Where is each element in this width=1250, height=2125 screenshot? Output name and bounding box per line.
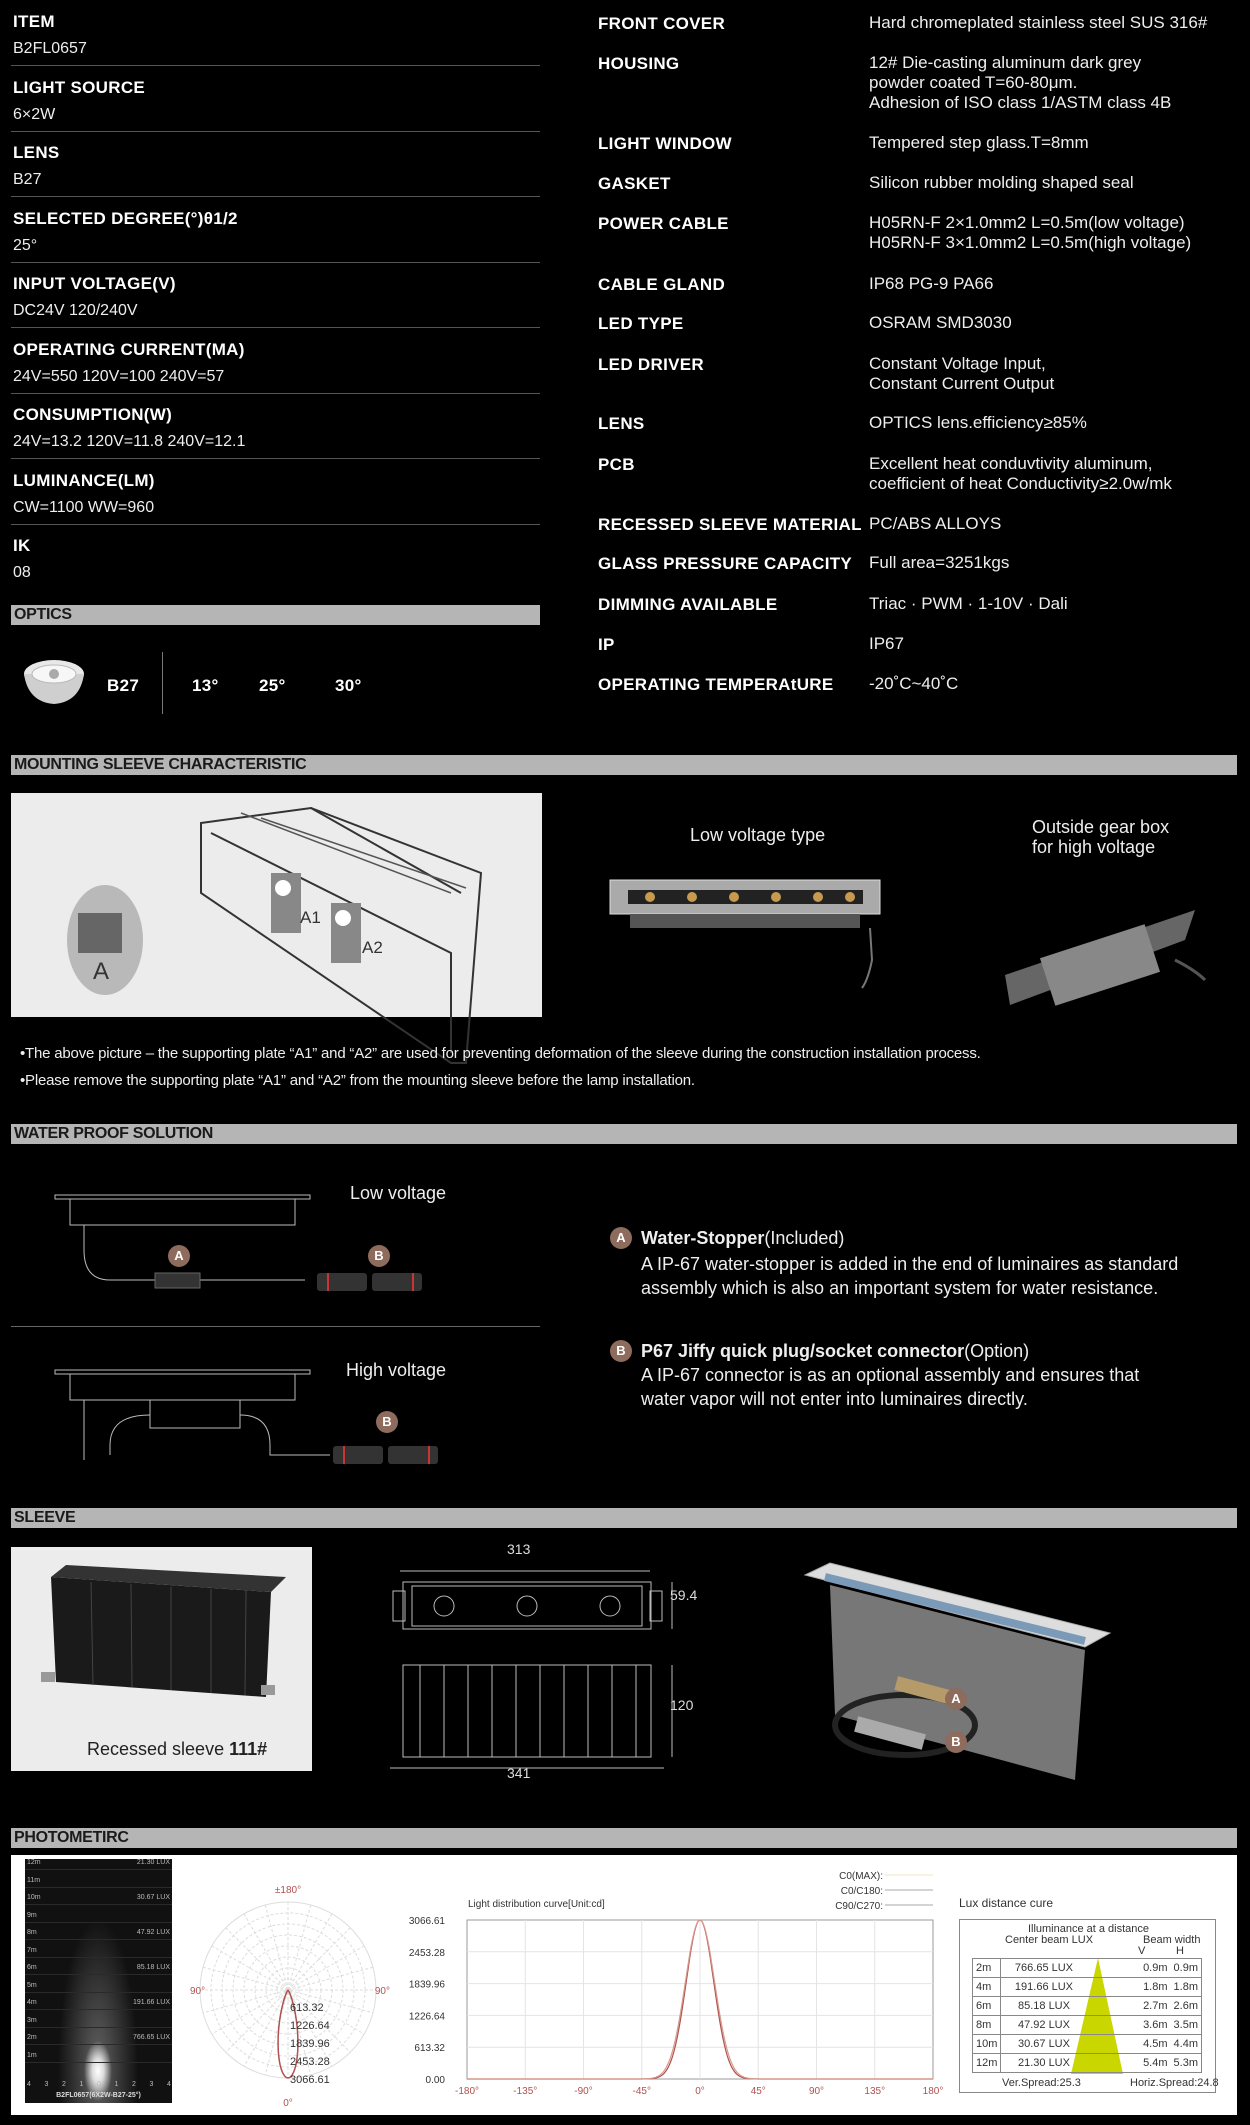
high-voltage-label: High voltage — [346, 1360, 447, 1380]
spec-value: 24V=13.2 120V=11.8 240V=12.1 — [13, 433, 246, 450]
beam-row-label: 8m — [27, 1929, 37, 1936]
spec-divider — [11, 327, 540, 328]
spec-value: H05RN-F 2×1.0mm2 L=0.5m(low voltage) H05RN-F 3×1.0mm2 L=0.5m(high voltage) — [869, 213, 1192, 252]
lux-value: 85.18 LUX — [1001, 1997, 1087, 2016]
spec-label: LUMINANCE(LM) — [13, 470, 155, 490]
spec-label: CONSUMPTION(W) — [13, 405, 173, 424]
lux-beam-h: 3.5m — [1171, 2016, 1202, 2035]
spec-value: CW=1100 WW=960 — [13, 498, 155, 516]
water-stopper-desc: A IP-67 water-stopper is added in the end of luminaires as standard — [641, 1254, 1179, 1274]
beam-row-label: 10m — [27, 1894, 41, 1901]
lux-beam-header: Beam width — [1143, 1934, 1201, 1946]
spec-value: -20˚C~40˚C — [869, 674, 959, 693]
spec-label: FRONT COVER — [598, 14, 726, 33]
water-stopper-title — [641, 1226, 844, 1250]
beam-lux-label: 21.30 LUX — [136, 1859, 170, 1866]
optics-angle: 13° — [192, 676, 219, 695]
lux-spacer — [1087, 2035, 1141, 2054]
y-tick-label: 1226.64 — [408, 2011, 445, 2023]
spec-divider — [11, 262, 540, 263]
mounting-note: •Please remove the supporting plate “A1” and “A2” from the mounting sleeve before the lamp installation. — [20, 1072, 695, 1089]
badge-a: A — [610, 1227, 632, 1249]
high-voltage-wiring-diagram — [50, 1370, 470, 1470]
x-tick-label: 90° — [808, 2086, 825, 2097]
beam-lux-label: 30.67 LUX — [136, 1894, 170, 1901]
lux-beam-h: 1.8m — [1171, 1978, 1202, 1997]
connector-title — [641, 1339, 1029, 1363]
spec-value: 24V=550 120V=100 240V=57 — [13, 367, 225, 385]
beam-gridline — [25, 2044, 172, 2045]
lux-beam-v: 2.7m — [1140, 1997, 1170, 2016]
spec-value: Excellent heat conduvtivity aluminum, coefficient of heat Conductivity≥2.0w/mk — [869, 454, 1172, 493]
lux-table-box — [959, 1919, 1219, 2093]
spec-label: LED DRIVER — [598, 355, 704, 374]
badge-a: A — [168, 1245, 190, 1267]
spec-label: LENS — [598, 414, 645, 433]
lux-spacer — [1087, 1978, 1141, 1997]
spec-value: Hard chromeplated stainless steel SUS 316# — [869, 13, 1208, 32]
y-tick-label: 2453.28 — [408, 1947, 445, 1959]
lux-v-header: V — [1138, 1945, 1146, 1957]
lux-value: 766.65 LUX — [1001, 1959, 1087, 1978]
ver-spread: Ver.Spread:25.3 — [1002, 2077, 1081, 2089]
lux-beam-h: 0.9m — [1171, 1959, 1202, 1978]
optics-angle: 30° — [335, 676, 362, 695]
spec-value: IP67 — [869, 634, 904, 653]
lux-distance: 8m — [973, 2016, 1001, 2035]
light-distribution-chart — [395, 1860, 944, 2105]
sleeve-photo — [11, 1547, 312, 1771]
beam-lux-label: 191.66 LUX — [133, 1999, 170, 2006]
lux-row — [973, 2035, 1202, 2054]
polar-label-left: 90° — [190, 1986, 206, 1997]
caption-model: 111# — [229, 1739, 268, 1759]
lux-title: Lux distance cure — [959, 1896, 1054, 1910]
beam-row-label: 3m — [27, 2016, 37, 2024]
polar-ring-value: 3066.61 — [290, 2074, 330, 2086]
polar-ring-value: 613.32 — [290, 2002, 324, 2014]
sleeve-header: SLEEVE — [11, 1508, 1237, 1528]
plate-label-a1: A1 — [300, 908, 321, 927]
lux-value: 47.92 LUX — [1001, 2016, 1087, 2035]
badge-b: B — [945, 1731, 967, 1753]
beam-row-label: 4m — [27, 1999, 37, 2006]
polar-label-bottom: 0° — [283, 2098, 293, 2109]
beam-gridline — [25, 1939, 172, 1940]
spec-value: B27 — [13, 171, 42, 188]
x-tick-label: 45° — [750, 2086, 766, 2097]
spec-label: DIMMING AVAILABLE — [598, 595, 778, 614]
plate-label-a2: A2 — [362, 938, 383, 957]
lens-image — [20, 652, 90, 712]
spec-divider — [11, 65, 540, 66]
beam-x-tick: 3 — [44, 2081, 49, 2088]
beam-gridline — [25, 1922, 172, 1923]
spec-value: OSRAM SMD3030 — [869, 313, 1012, 332]
spec-label: INPUT VOLTAGE(V) — [13, 274, 176, 293]
spec-value: B2FL0657 — [13, 40, 87, 57]
sleeve-caption — [87, 1739, 267, 1760]
item-note: (Included) — [764, 1228, 845, 1248]
item-note: (Option) — [964, 1341, 1030, 1361]
mounting-note: •The above picture – the supporting plate “A1” and “A2” are used for preventing deformation of the sleeve during the construction installation process. — [20, 1045, 981, 1062]
beam-gridline — [25, 1904, 172, 1905]
lux-spacer — [1087, 2054, 1141, 2073]
beam-row-label: 2m — [27, 2034, 37, 2041]
beam-gridline — [25, 2009, 172, 2010]
x-tick-label: -180° — [454, 2086, 480, 2097]
beam-gridline — [25, 1957, 172, 1958]
badge-b: B — [368, 1245, 390, 1267]
optics-divider — [162, 652, 163, 714]
spec-label: IK — [13, 536, 31, 555]
polar-ring-value: 1839.96 — [290, 2038, 330, 2050]
divider — [11, 1326, 540, 1327]
legend-label: C0(MAX): — [839, 1871, 883, 1882]
legend-label: C90/C270: — [835, 1901, 883, 1912]
optics-header: OPTICS — [11, 605, 540, 625]
item-title: Water-Stopper — [641, 1228, 765, 1248]
distribution-title: Light distribution curve[Unit:cd] — [468, 1899, 605, 1910]
polar-ring-value: 1226.64 — [290, 2020, 330, 2032]
sleeve-sketch — [11, 793, 542, 1017]
beam-lux-label: 85.18 LUX — [136, 1964, 170, 1971]
lux-distance: 4m — [973, 1978, 1001, 1997]
badge-b: B — [376, 1411, 398, 1433]
beam-x-tick: 3 — [149, 2081, 154, 2088]
beam-lux-label: 766.65 LUX — [133, 2034, 170, 2041]
spec-label: IP — [598, 635, 615, 654]
spec-label: LENS — [13, 143, 60, 162]
high-voltage-line: for high voltage — [1032, 837, 1156, 857]
spec-value: Tempered step glass.T=8mm — [869, 133, 1089, 152]
beam-x-tick: 1 — [114, 2081, 119, 2088]
beam-gridline — [25, 1887, 172, 1888]
lux-beam-h: 4.4m — [1171, 2035, 1202, 2054]
spec-label: LIGHT WINDOW — [598, 134, 732, 153]
spec-value: IP68 PG-9 PA66 — [869, 274, 994, 293]
lux-beam-v: 4.5m — [1140, 2035, 1170, 2054]
lux-center-header: Center beam LUX — [1005, 1934, 1094, 1946]
lux-beam-h: 2.6m — [1171, 1997, 1202, 2016]
lux-beam-h: 5.3m — [1171, 2054, 1202, 2073]
badge-b: B — [610, 1340, 632, 1362]
spec-label: PCB — [598, 455, 635, 474]
lux-value: 191.66 LUX — [1001, 1978, 1087, 1997]
spec-label: ITEM — [13, 12, 55, 31]
sleeve-dimension-drawing — [380, 1560, 670, 1770]
spec-value: PC/ABS ALLOYS — [869, 514, 1002, 533]
beam-x-tick: 4 — [27, 2081, 31, 2088]
lux-row — [973, 2016, 1202, 2035]
beam-x-tick: 1 — [79, 2081, 84, 2088]
beam-x-tick: 2 — [132, 2081, 136, 2088]
lux-beam-v: 0.9m — [1140, 1959, 1170, 1978]
gear-box-image — [995, 900, 1215, 1010]
x-tick-label: -45° — [632, 2086, 651, 2097]
beam-x-tick: 2 — [62, 2081, 66, 2088]
spec-divider — [11, 393, 540, 394]
spec-label: SELECTED DEGREE(°)θ1/2 — [13, 208, 238, 228]
polar-label-right: 90° — [374, 1986, 390, 1997]
spec-label: LIGHT SOURCE — [13, 77, 146, 97]
beam-gridline — [25, 1869, 172, 1870]
lux-distance: 10m — [973, 2035, 1001, 2054]
item-title: P67 Jiffy quick plug/socket connector — [641, 1341, 965, 1361]
x-tick-label: 0° — [695, 2086, 705, 2097]
optics-angle: 25° — [259, 676, 286, 695]
polar-label-top: ±180° — [274, 1885, 302, 1896]
spec-label: OPERATING CURRENT(MA) — [13, 339, 245, 359]
optics-lens-name: B27 — [107, 676, 140, 695]
spec-label: RECESSED SLEEVE MATERIAL — [598, 515, 862, 534]
installed-lamp-image — [795, 1555, 1115, 1795]
high-voltage-label — [1032, 817, 1169, 857]
connector-desc: A IP-67 connector is as an optional assembly and ensures that — [641, 1365, 1140, 1385]
spec-label: CABLE GLAND — [598, 275, 726, 294]
dim-length-bottom: 341 — [507, 1765, 531, 1781]
beam-gridline — [25, 1992, 172, 1993]
beam-gridline — [25, 2062, 172, 2063]
high-voltage-line: Outside gear box — [1032, 817, 1170, 837]
beam-row-label: 7m — [27, 1946, 37, 1954]
water-stopper-desc: assembly which is also an important system for water resistance. — [641, 1278, 1159, 1298]
spec-divider — [11, 458, 540, 459]
spec-value: 12# Die-casting aluminum dark grey powder coated T=60-80μm. Adhesion of ISO class 1/ASTM class 4B — [869, 53, 1172, 112]
spec-divider — [11, 524, 540, 525]
y-tick-label: 0.00 — [425, 2075, 445, 2086]
spec-value: Full area=3251kgs — [869, 553, 1010, 572]
beam-row-label: 5m — [27, 1981, 37, 1989]
legend-label: C0/C180: — [840, 1886, 883, 1897]
beam-x-tick: 0 — [97, 2081, 101, 2088]
x-tick-label: -135° — [513, 2086, 538, 2097]
spec-value: 25° — [13, 236, 38, 254]
lux-value: 30.67 LUX — [1001, 2035, 1087, 2054]
spec-divider — [11, 131, 540, 132]
spec-label: POWER CABLE — [598, 214, 729, 233]
y-tick-label: 1839.96 — [408, 1979, 445, 1991]
beam-x-tick: 4 — [167, 2081, 171, 2088]
x-tick-label: -90° — [574, 2086, 593, 2097]
spec-label: HOUSING — [598, 54, 680, 73]
lux-beam-v: 3.6m — [1140, 2016, 1170, 2035]
low-voltage-wiring-diagram — [50, 1195, 470, 1305]
x-tick-label: 180° — [922, 2086, 944, 2097]
spec-label: GASKET — [598, 174, 671, 193]
beam-distribution-image — [25, 1859, 172, 2103]
lux-header: Illuminance at a distance — [1027, 1923, 1150, 1935]
lux-row — [973, 1978, 1202, 1997]
beam-gridline — [25, 2027, 172, 2028]
badge-a: A — [945, 1688, 967, 1710]
lux-h-header: H — [1176, 1945, 1184, 1957]
dim-length-top: 313 — [507, 1541, 531, 1557]
polar-diagram — [190, 1880, 390, 2110]
lux-row — [973, 1959, 1202, 1978]
spec-value: DC24V 120/240V — [13, 302, 138, 319]
low-voltage-type-label: Low voltage type — [690, 825, 826, 845]
lux-distance: 12m — [973, 2054, 1001, 2073]
lux-table — [972, 1958, 1202, 2073]
beam-gridline — [25, 1974, 172, 1975]
plate-label-a: A — [93, 958, 110, 985]
sleeve-box-image — [11, 1547, 312, 1737]
dim-height-side: 120 — [670, 1697, 694, 1713]
beam-row-label: 6m — [27, 1964, 37, 1971]
spec-label: GLASS PRESSURE CAPACITY — [598, 554, 853, 573]
low-voltage-label: Low voltage — [350, 1183, 447, 1203]
waterproof-header: WATER PROOF SOLUTION — [11, 1124, 1237, 1144]
lux-row — [973, 1997, 1202, 2016]
spec-label: OPERATING TEMPERAtURE — [598, 675, 834, 694]
polar-ring-value: 2453.28 — [290, 2056, 330, 2068]
dim-height-top: 59.4 — [670, 1587, 698, 1603]
connector-desc: water vapor will not enter into luminaires directly. — [641, 1389, 1028, 1409]
spec-divider — [11, 196, 540, 197]
photometric-header: PHOTOMETIRC — [11, 1828, 1237, 1848]
spec-label: LED TYPE — [598, 314, 684, 333]
y-tick-label: 613.32 — [414, 2043, 445, 2055]
spec-value: Triac · PWM · 1-10V · Dali — [869, 594, 1068, 613]
beam-caption: B2FL0657(6X2W-B27-25°) — [56, 2092, 141, 2099]
lux-distance: 6m — [973, 1997, 1001, 2016]
beam-row-label: 1m — [27, 2051, 37, 2059]
y-tick-label: 3066.61 — [408, 1916, 445, 1927]
x-tick-label: 135° — [864, 2086, 886, 2097]
beam-row-label: 9m — [27, 1911, 37, 1919]
beam-row-label: 11m — [27, 1876, 41, 1884]
sleeve-plate-diagram — [11, 793, 542, 1017]
lux-value: 21.30 LUX — [1001, 2054, 1087, 2073]
lux-distance: 2m — [973, 1959, 1001, 1978]
low-voltage-lamp-image — [600, 870, 890, 990]
lux-spacer — [1087, 1959, 1141, 1978]
spec-value: 08 — [13, 564, 31, 581]
spec-value: 6×2W — [13, 105, 56, 123]
spec-value: Constant Voltage Input, Constant Current Output — [869, 354, 1055, 393]
lux-row — [973, 2054, 1202, 2073]
lux-beam-v: 1.8m — [1140, 1978, 1170, 1997]
spec-value: Silicon rubber molding shaped seal — [869, 173, 1134, 192]
lux-spacer — [1087, 2016, 1141, 2035]
mounting-header: MOUNTING SLEEVE CHARACTERISTIC — [11, 755, 1237, 775]
lux-beam-v: 5.4m — [1140, 2054, 1170, 2073]
beam-lux-label: 47.92 LUX — [136, 1929, 170, 1936]
caption-text: Recessed sleeve — [87, 1739, 230, 1759]
hor-spread: Horiz.Spread:24.8 — [1130, 2077, 1219, 2089]
lux-spacer — [1087, 1997, 1141, 2016]
spec-value: OPTICS lens.efficiency≥85% — [869, 413, 1087, 432]
beam-row-label: 12m — [27, 1859, 41, 1866]
